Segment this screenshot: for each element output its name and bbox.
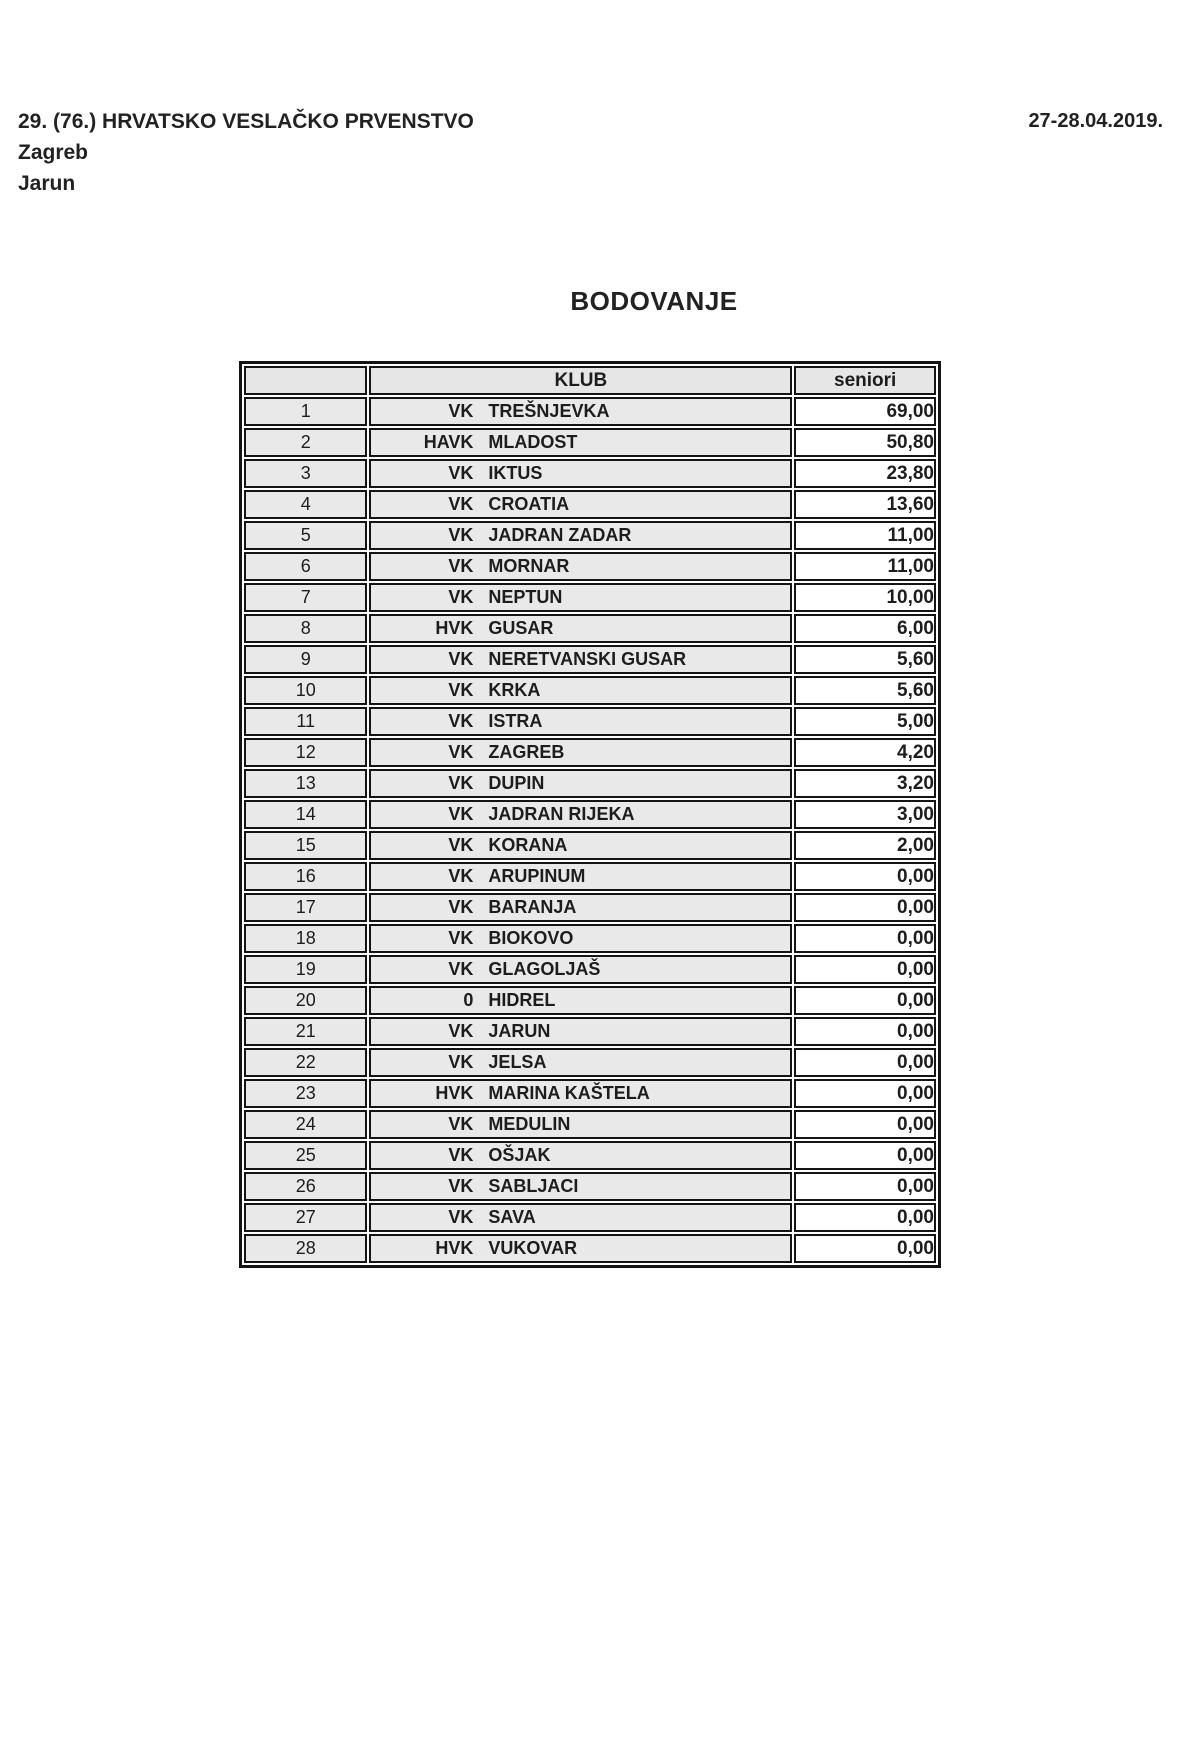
club-name: JADRAN RIJEKA xyxy=(488,804,635,824)
points-cell: 11,00 xyxy=(794,521,936,550)
table-row xyxy=(244,428,936,457)
points-cell: 0,00 xyxy=(794,1172,936,1201)
rank-cell: 25 xyxy=(244,1141,367,1170)
club-prefix: VK xyxy=(448,1145,474,1165)
club-name: NEPTUN xyxy=(488,587,563,607)
club-cell xyxy=(369,1017,792,1046)
club-cell xyxy=(369,552,792,581)
club-name: GUSAR xyxy=(488,618,554,638)
points-cell: 0,00 xyxy=(794,1079,936,1108)
rank-cell: 13 xyxy=(244,769,367,798)
table-row xyxy=(244,738,936,767)
table-row xyxy=(244,831,936,860)
club-prefix: VK xyxy=(448,680,474,700)
rank-cell: 21 xyxy=(244,1017,367,1046)
table-row xyxy=(244,552,936,581)
club-cell xyxy=(369,645,792,674)
table-header-row xyxy=(244,366,936,395)
club-cell xyxy=(369,862,792,891)
rank-cell: 6 xyxy=(244,552,367,581)
club-prefix: HVK xyxy=(435,1083,474,1103)
points-cell: 0,00 xyxy=(794,1017,936,1046)
club-name: TREŠNJEVKA xyxy=(488,401,610,421)
table-row xyxy=(244,490,936,519)
club-name: VUKOVAR xyxy=(488,1238,578,1258)
table-row xyxy=(244,1079,936,1108)
club-prefix: VK xyxy=(448,1021,474,1041)
club-prefix: VK xyxy=(448,711,474,731)
points-cell: 23,80 xyxy=(794,459,936,488)
table-row xyxy=(244,521,936,550)
club-cell xyxy=(369,707,792,736)
club-prefix: VK xyxy=(448,742,474,762)
club-cell xyxy=(369,955,792,984)
club-name: MLADOST xyxy=(488,432,578,452)
club-prefix: VK xyxy=(448,1052,474,1072)
document-header xyxy=(18,106,474,199)
club-prefix: VK xyxy=(448,866,474,886)
rank-cell: 9 xyxy=(244,645,367,674)
table-row xyxy=(244,955,936,984)
points-cell: 4,20 xyxy=(794,738,936,767)
club-cell xyxy=(369,831,792,860)
points-cell: 6,00 xyxy=(794,614,936,643)
club-name: CROATIA xyxy=(488,494,570,514)
points-cell: 0,00 xyxy=(794,1048,936,1077)
table-row xyxy=(244,1172,936,1201)
section-title: BODOVANJE xyxy=(570,286,738,316)
club-cell xyxy=(369,1048,792,1077)
club-cell xyxy=(369,1141,792,1170)
club-prefix: VK xyxy=(448,494,474,514)
rank-cell: 19 xyxy=(244,955,367,984)
rank-cell: 18 xyxy=(244,924,367,953)
club-prefix: VK xyxy=(448,928,474,948)
club-cell xyxy=(369,738,792,767)
club-cell xyxy=(369,459,792,488)
rank-cell: 5 xyxy=(244,521,367,550)
club-prefix: HAVK xyxy=(423,432,474,452)
rank-cell: 22 xyxy=(244,1048,367,1077)
table-row xyxy=(244,862,936,891)
club-prefix: VK xyxy=(448,835,474,855)
club-cell xyxy=(369,769,792,798)
club-name: GLAGOLJAŠ xyxy=(488,959,601,979)
club-prefix: VK xyxy=(448,556,474,576)
club-cell xyxy=(369,924,792,953)
club-prefix: VK xyxy=(448,1176,474,1196)
table-row xyxy=(244,986,936,1015)
rank-cell: 8 xyxy=(244,614,367,643)
points-cell: 3,00 xyxy=(794,800,936,829)
club-prefix: HVK xyxy=(435,618,474,638)
club-name: IKTUS xyxy=(488,463,543,483)
table-row xyxy=(244,1048,936,1077)
club-name: KORANA xyxy=(488,835,568,855)
club-cell xyxy=(369,893,792,922)
points-cell: 0,00 xyxy=(794,1110,936,1139)
rank-cell: 24 xyxy=(244,1110,367,1139)
rank-cell: 27 xyxy=(244,1203,367,1232)
points-cell: 0,00 xyxy=(794,1203,936,1232)
club-prefix: VK xyxy=(448,463,474,483)
points-cell: 3,20 xyxy=(794,769,936,798)
points-table-body xyxy=(244,397,936,1263)
club-prefix: VK xyxy=(448,525,474,545)
club-prefix: VK xyxy=(448,959,474,979)
table-row xyxy=(244,676,936,705)
club-prefix: 0 xyxy=(463,990,474,1010)
club-cell xyxy=(369,1172,792,1201)
points-table xyxy=(239,361,941,1268)
table-row xyxy=(244,1141,936,1170)
table-row xyxy=(244,1234,936,1263)
table-row xyxy=(244,769,936,798)
table-row xyxy=(244,893,936,922)
points-cell: 5,60 xyxy=(794,676,936,705)
points-cell: 50,80 xyxy=(794,428,936,457)
klub-column-header: KLUB xyxy=(369,366,792,395)
club-name: JELSA xyxy=(488,1052,547,1072)
table-row xyxy=(244,707,936,736)
points-cell: 2,00 xyxy=(794,831,936,860)
club-cell xyxy=(369,428,792,457)
club-name: ZAGREB xyxy=(488,742,565,762)
club-prefix: VK xyxy=(448,401,474,421)
club-name: HIDREL xyxy=(488,990,556,1010)
table-row xyxy=(244,800,936,829)
club-name: JADRAN ZADAR xyxy=(488,525,632,545)
club-prefix: VK xyxy=(448,897,474,917)
table-row xyxy=(244,645,936,674)
table-row xyxy=(244,459,936,488)
points-cell: 0,00 xyxy=(794,924,936,953)
rank-cell: 3 xyxy=(244,459,367,488)
points-cell: 5,00 xyxy=(794,707,936,736)
rank-cell: 28 xyxy=(244,1234,367,1263)
points-cell: 10,00 xyxy=(794,583,936,612)
points-cell: 0,00 xyxy=(794,955,936,984)
table-row xyxy=(244,924,936,953)
rank-cell: 23 xyxy=(244,1079,367,1108)
points-cell: 0,00 xyxy=(794,862,936,891)
club-name: BIOKOVO xyxy=(488,928,574,948)
club-cell xyxy=(369,490,792,519)
competition-venue: Jarun xyxy=(18,172,76,195)
rank-cell: 10 xyxy=(244,676,367,705)
rank-cell: 4 xyxy=(244,490,367,519)
club-name: BARANJA xyxy=(488,897,577,917)
club-name: MARINA KAŠTELA xyxy=(488,1083,650,1103)
club-prefix: VK xyxy=(448,587,474,607)
club-prefix: VK xyxy=(448,773,474,793)
club-name: DUPIN xyxy=(488,773,545,793)
club-name: KRKA xyxy=(488,680,541,700)
table-row xyxy=(244,614,936,643)
club-name: SAVA xyxy=(488,1207,536,1227)
competition-date: 27-28.04.2019. xyxy=(1028,110,1163,132)
table-row xyxy=(244,1203,936,1232)
points-cell: 0,00 xyxy=(794,986,936,1015)
club-prefix: VK xyxy=(448,649,474,669)
seniori-column-header: seniori xyxy=(794,366,936,395)
club-name: MORNAR xyxy=(488,556,570,576)
competition-title: 29. (76.) HRVATSKO VESLAČKO PRVENSTVO xyxy=(18,110,474,133)
club-cell xyxy=(369,614,792,643)
club-cell xyxy=(369,1110,792,1139)
club-name: OŠJAK xyxy=(488,1145,551,1165)
rank-cell: 7 xyxy=(244,583,367,612)
club-cell xyxy=(369,1234,792,1263)
table-row xyxy=(244,397,936,426)
points-cell: 11,00 xyxy=(794,552,936,581)
club-cell xyxy=(369,986,792,1015)
club-prefix: HVK xyxy=(435,1238,474,1258)
points-cell: 69,00 xyxy=(794,397,936,426)
club-cell xyxy=(369,583,792,612)
rank-cell: 12 xyxy=(244,738,367,767)
club-cell xyxy=(369,800,792,829)
points-cell: 5,60 xyxy=(794,645,936,674)
rank-cell: 14 xyxy=(244,800,367,829)
table-row xyxy=(244,1017,936,1046)
rank-cell: 26 xyxy=(244,1172,367,1201)
club-name: ARUPINUM xyxy=(488,866,586,886)
club-cell xyxy=(369,1203,792,1232)
club-cell xyxy=(369,521,792,550)
table-row xyxy=(244,1110,936,1139)
club-name: NERETVANSKI GUSAR xyxy=(488,649,687,669)
rank-cell: 11 xyxy=(244,707,367,736)
competition-city: Zagreb xyxy=(18,141,89,164)
rank-cell: 20 xyxy=(244,986,367,1015)
rank-cell: 1 xyxy=(244,397,367,426)
club-prefix: VK xyxy=(448,1207,474,1227)
club-cell xyxy=(369,676,792,705)
points-cell: 0,00 xyxy=(794,893,936,922)
club-name: MEDULIN xyxy=(488,1114,571,1134)
points-cell: 0,00 xyxy=(794,1141,936,1170)
club-name: SABLJACI xyxy=(488,1176,579,1196)
club-cell xyxy=(369,397,792,426)
club-cell xyxy=(369,1079,792,1108)
rank-cell: 15 xyxy=(244,831,367,860)
club-name: ISTRA xyxy=(488,711,543,731)
rank-cell: 2 xyxy=(244,428,367,457)
club-name: JARUN xyxy=(488,1021,551,1041)
points-cell: 13,60 xyxy=(794,490,936,519)
club-prefix: VK xyxy=(448,804,474,824)
rank-cell: 17 xyxy=(244,893,367,922)
rank-cell: 16 xyxy=(244,862,367,891)
rank-column-header xyxy=(244,366,367,395)
table-row xyxy=(244,583,936,612)
club-prefix: VK xyxy=(448,1114,474,1134)
points-cell: 0,00 xyxy=(794,1234,936,1263)
